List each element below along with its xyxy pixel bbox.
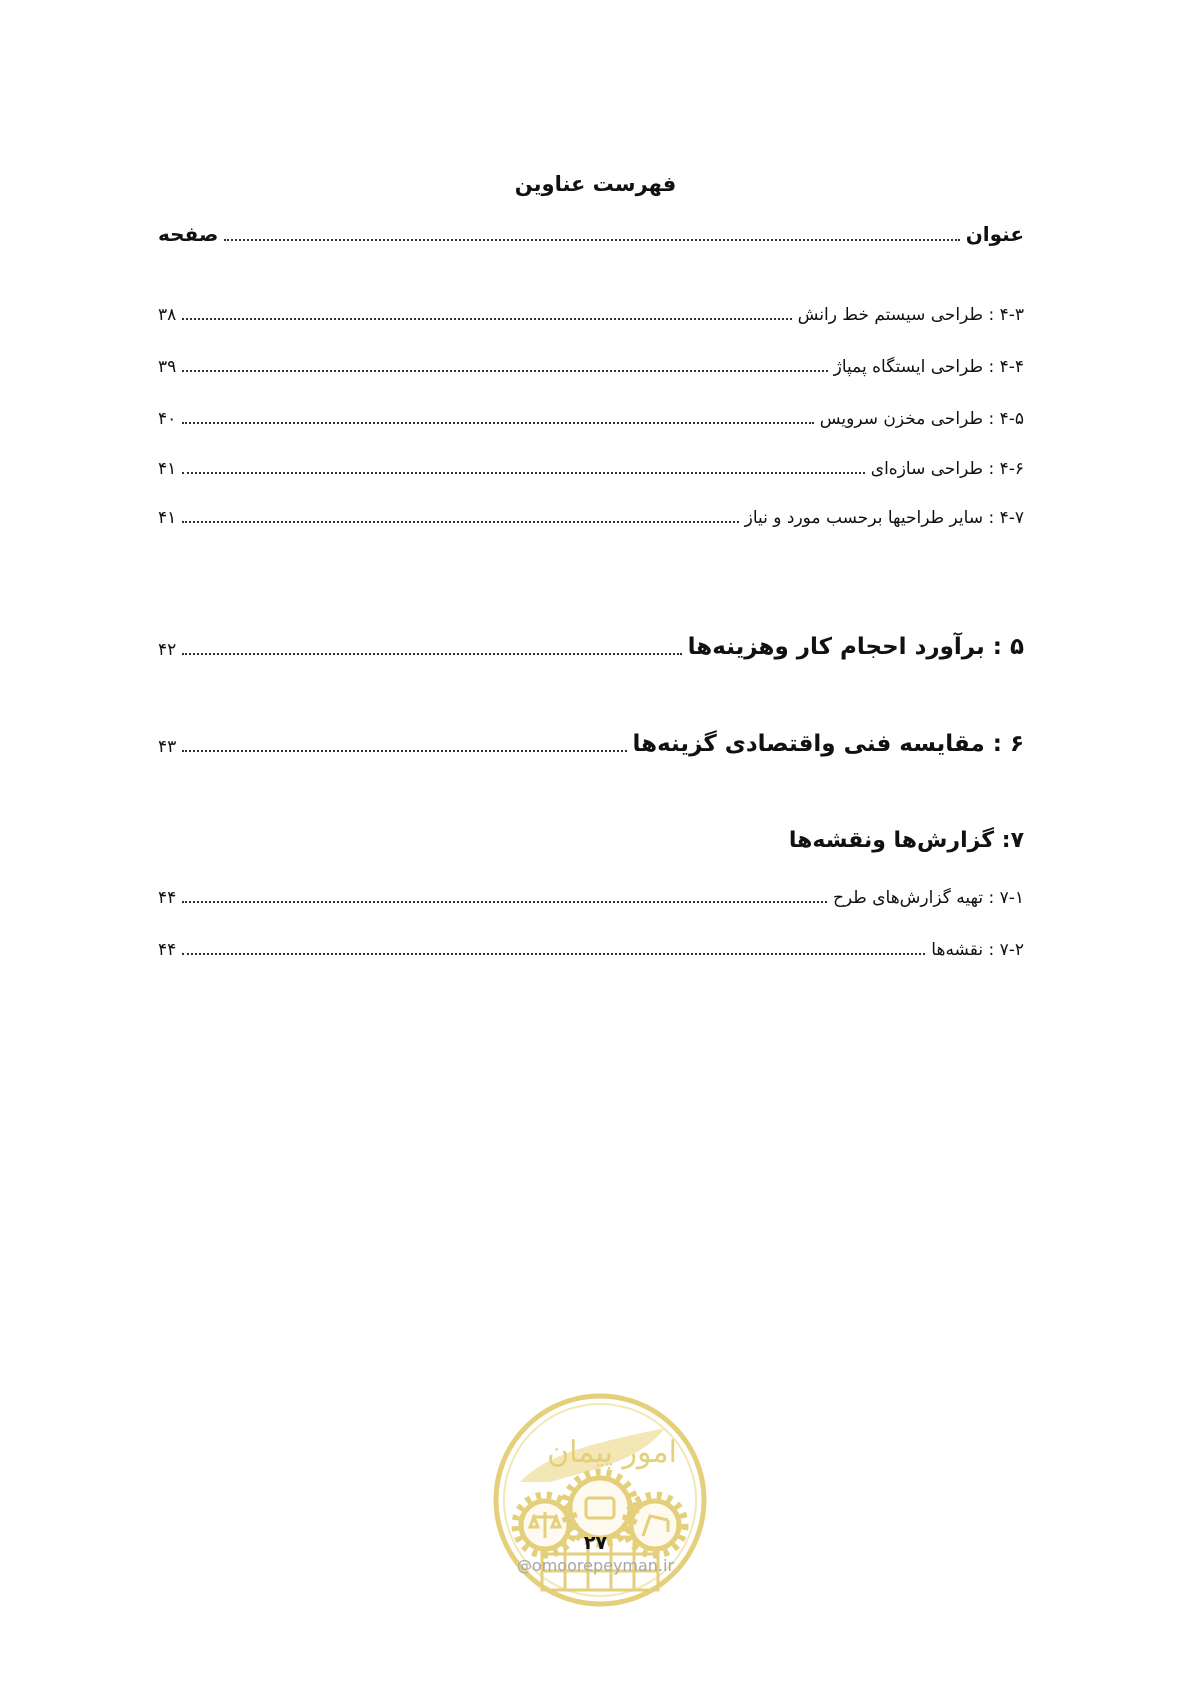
dot-leader	[182, 472, 865, 474]
toc-entry-label: ۴-۴ : طراحی ایستگاه پمپاژ	[833, 357, 1024, 377]
dot-leader	[182, 422, 813, 424]
toc-entry-page: ۴۱	[158, 459, 177, 479]
toc-entry[interactable]	[158, 459, 1024, 479]
toc-entry-page: ۴۴	[158, 940, 177, 960]
toc-entry[interactable]	[158, 305, 1024, 325]
page-number: ۲۷	[583, 1532, 608, 1554]
toc-entry-page: ۴۱	[158, 508, 177, 528]
dot-leader	[182, 750, 626, 752]
dot-leader	[182, 318, 791, 320]
toc-header-title-label: عنوان	[965, 222, 1024, 246]
at-sign-icon: @	[516, 1557, 532, 1575]
toc-entry-label: ۴-۵ : طراحی مخزن سرویس	[819, 409, 1024, 429]
dot-leader	[182, 521, 738, 523]
toc-major-section[interactable]	[158, 731, 1024, 757]
toc-entry[interactable]	[158, 508, 1024, 528]
section-7-heading[interactable]: ۷: گزارش‌ها ونقشه‌ها	[788, 828, 1024, 853]
dot-leader	[182, 653, 681, 655]
toc-entry[interactable]	[158, 940, 1024, 960]
toc-header-page-label: صفحه	[158, 222, 219, 246]
dot-leader	[182, 370, 827, 372]
omoor-peyman-stamp-logo	[490, 1390, 710, 1610]
toc-major-section[interactable]	[158, 634, 1024, 660]
toc-entry-label: ۴-۳ : طراحی سیستم خط رانش	[797, 305, 1024, 325]
dot-leader	[182, 901, 827, 903]
stamp-logo-calligraphy: امور پیمان	[547, 1435, 677, 1470]
toc-entry-page: ۳۹	[158, 357, 177, 377]
page-title: فهرست عناوین	[514, 172, 677, 196]
toc-entry[interactable]	[158, 409, 1024, 429]
toc-entry-label: ۴-۶ : طراحی سازه‌ای	[870, 459, 1024, 479]
toc-entry-page: ۴۰	[158, 409, 177, 429]
website-watermark	[0, 1556, 1191, 1575]
toc-major-label: ۵ : برآورد احجام کار وهزینه‌ها	[687, 634, 1024, 660]
website-url: omoorepeyman.ir	[531, 1556, 675, 1575]
dot-leader	[224, 239, 959, 241]
toc-entry[interactable]	[158, 888, 1024, 908]
toc-entry-page: ۴۴	[158, 888, 177, 908]
toc-entry-label: ۷-۲ : نقشه‌ها	[931, 940, 1024, 960]
toc-entry-label: ۷-۱ : تهیه گزارش‌های طرح	[832, 888, 1024, 908]
toc-entry-page: ۳۸	[158, 305, 177, 325]
stamp-emblem-icon	[490, 1390, 710, 1610]
toc-major-page: ۴۲	[158, 640, 177, 660]
toc-header	[158, 222, 1024, 246]
toc-major-label: ۶ : مقایسه فنی واقتصادی گزینه‌ها	[632, 731, 1024, 757]
toc-major-page: ۴۳	[158, 737, 177, 757]
toc-entry[interactable]	[158, 357, 1024, 377]
dot-leader	[182, 953, 925, 955]
toc-entry-label: ۴-۷ : سایر طراحیها برحسب مورد و نیاز	[744, 508, 1024, 528]
